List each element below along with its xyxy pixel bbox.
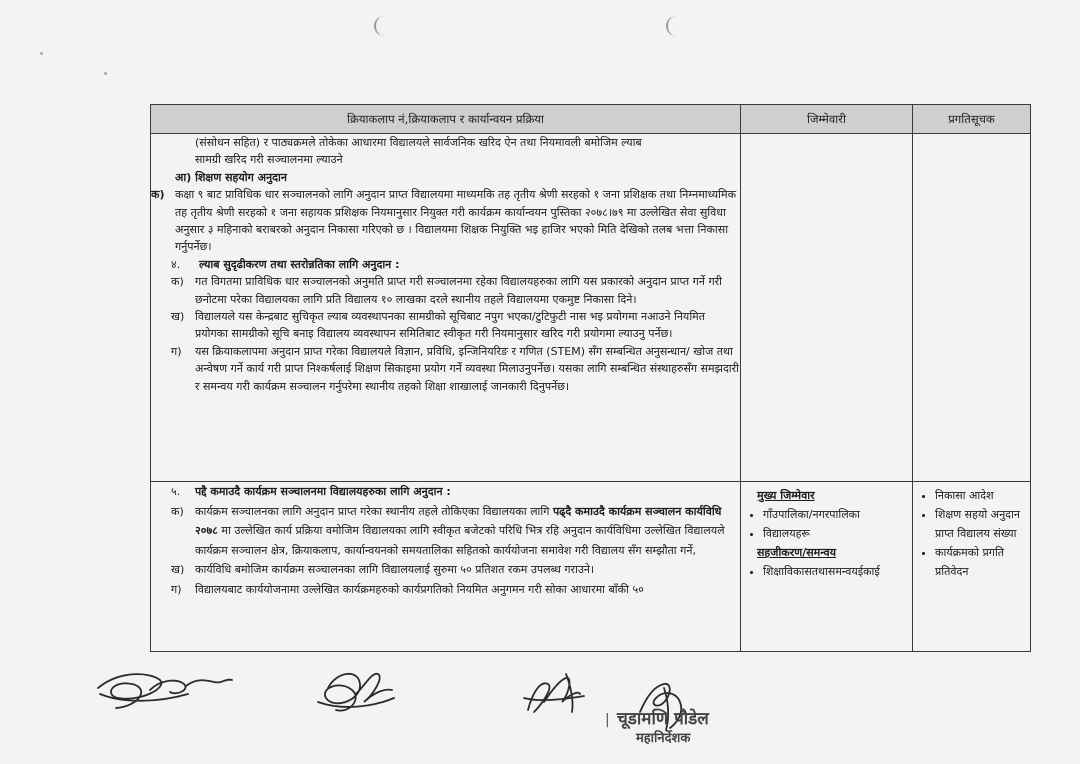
section-heading xyxy=(151,256,740,273)
signatures-area xyxy=(0,650,1080,764)
item-marker: क) xyxy=(171,275,184,289)
list-item xyxy=(151,502,740,561)
main-responsible-heading: मुख्य जिम्मेवार xyxy=(757,489,815,502)
coordination-list xyxy=(747,562,908,581)
signature-1 xyxy=(98,674,232,708)
punch-hole-mark xyxy=(666,16,682,36)
item-marker: ग) xyxy=(171,582,182,596)
activity-table xyxy=(150,104,1031,652)
section-heading xyxy=(151,482,740,502)
list-item: • शिक्षाविकासतथासमन्वयईकाई xyxy=(763,562,908,581)
speck xyxy=(104,72,107,75)
signature-3 xyxy=(524,674,584,712)
speck xyxy=(40,52,43,55)
list-item xyxy=(151,343,740,395)
responsibility-cell xyxy=(741,134,913,482)
text-line: (संसोधन सहित) र पाठ्यक्रमले तोकेका आधारमा विद्यालयले सार्वजनिक खरिद ऐन तथा नियमावली बमोजिम ल्याब xyxy=(195,136,642,149)
list-item: • कार्यक्रमको प्रगति प्रतिवेदन xyxy=(935,543,1024,581)
indicator-cell xyxy=(913,134,1031,482)
header-indicator: प्रगतिसूचक xyxy=(913,105,1031,134)
responsibility-cell xyxy=(741,482,913,652)
table-header-row xyxy=(151,105,1031,134)
list-item: • निकासा आदेश xyxy=(935,486,1024,505)
text-line: सामग्री खरिद गरी सञ्चालनमा ल्याउने xyxy=(195,153,343,167)
section-number: ५. xyxy=(171,485,181,498)
stamp-title: महानिर्देशक xyxy=(636,731,691,746)
item-marker: ग) xyxy=(171,344,182,358)
item-text: कक्षा ९ बाट प्राविधिक धार सञ्चालनको लागि अनुदान प्राप्त विद्यालयमा माध्यमकि तह तृतीय श्रेणी सरहको १ जना प्रशिक्षक तथा निम्नमाध्यमिक तह तृतीय श्रेणी सरहको १ जना सहायक प्रशिक्षक नियमानुसार नियुक्त गरी कार्यक्रम कार्यान्वयन पुस्तिका २०७८।७९ मा उल्लेखित सेवा सुविधा अनुसार ३ महिनाको बराबरको अनुदान निकासा गरिएको छ । विद्यालयमा शिक्षक नियुक्ति भइ हाजिर भएको मिति देखिको तलब भत्ता निकासा गर्नुपर्नेछ। xyxy=(175,188,737,254)
section-title: पद्दै कमाउदै कार्यक्रम सञ्चालनमा विद्यालयहरुका लागि अनुदान : xyxy=(195,485,451,498)
activity-cell xyxy=(151,482,741,652)
header-activity: क्रियाकलाप नं,क्रियाकलाप र कार्यान्वयन प्रक्रिया xyxy=(151,105,741,134)
item-marker: ख) xyxy=(171,310,185,324)
list-item xyxy=(151,186,740,256)
item-marker: ख) xyxy=(171,563,185,577)
responsible-list xyxy=(747,505,908,543)
stamp-name: चूडामणि पौडेल xyxy=(617,709,709,729)
item-text: विद्यालयबाट कार्ययोजनामा उल्लेखित कार्यक्रमहरुको कार्यप्रगतिको नियमित अनुगमन गरी सोका आधारमा बाँकी ५० xyxy=(195,582,644,596)
list-item xyxy=(151,308,740,343)
activity-cell xyxy=(151,134,741,482)
list-item: • गाँउपालिका/नगरपालिका xyxy=(763,505,908,524)
signature-2 xyxy=(318,674,394,711)
item-text: मा उल्लेखित कार्य प्रक्रिया वमोजिम विद्यालयका लागि स्वीकृत बजेटको परिधि भित्र रहि अनुदान कार्यविधिमा उल्लेखित विद्यालयले कार्यक्रम सञ्चालन क्षेत्र, क्रियाकलाप, कार्यान्वयनको समयतालिका सहितको कार्ययोजना समावेश गरी विद्यालय सँग सम्झौता गर्ने, xyxy=(195,524,725,557)
list-item xyxy=(151,273,740,308)
item-text-bold: पढ्दै कमाउदै कार्यक्रम सञ्चालन कार्यविधि २०७८ xyxy=(195,504,722,538)
subheading-teaching-support: आ) शिक्षण सहयोग अनुदान xyxy=(175,170,287,184)
coordination-heading: सहजीकरण/समन्वय xyxy=(757,546,837,559)
item-text: गत विगतमा प्राविधिक धार सञ्चालनको अनुमति प्राप्त गरी सञ्चालनमा रहेका विद्यालयहरुका लागि यस प्रकारको अनुदान प्राप्त गर्ने गरी छनोटमा परेका विद्यालयका लागि प्रति विद्यालय १० लाखका दरले स्थानीय तहले विद्यालयमा एकमुष्ट निकासा दिने। xyxy=(195,275,722,306)
item-marker: क) xyxy=(171,504,184,518)
list-item: • विद्यालयहरू xyxy=(763,524,908,543)
item-text: विद्यालयले यस केन्द्रबाट सुचिकृत ल्याब व्यवस्थापनका सामग्रीको सूचिबाट नपुग भएका/टुटिफुटी नास भइ प्रयोगमा नआउने नियमित प्रयोगका सामग्रीको सूचि बनाइ विद्यालय व्यवस्थापन समितिबाट स्वीकृत गरी नियमानुसार खरिद गरी प्रयोगमा ल्याउनु पर्नेछ। xyxy=(195,310,706,341)
stamp-divider: | xyxy=(605,712,610,728)
section-title: ल्याब सुदृढीकरण तथा स्तरोन्नतिका लागि अनुदान : xyxy=(199,257,400,271)
header-responsibility: जिम्मेवारी xyxy=(741,105,913,134)
list-item xyxy=(151,580,740,600)
indicator-cell xyxy=(913,482,1031,652)
item-text: कार्यक्रम सञ्चालनका लागि अनुदान प्राप्त गरेका स्थानीय तहले तोकिएका विद्यालयका लागि xyxy=(195,504,550,518)
list-item xyxy=(151,560,740,580)
punch-hole-mark xyxy=(374,16,390,36)
item-text: यस क्रियाकलापमा अनुदान प्राप्त गरेका विद्यालयले विज्ञान, प्रविधि, इन्जिनियरिङ र गणित (STEM) सँग सम्बन्धित अनुसन्धान/ खोज तथा अन्वेषण गर्ने कार्य गरी प्राप्त निश्कर्षलाई शिक्षण सिकाइमा प्रयोग गर्ने व्यवस्था मिलाउनुपर्नेछ। यसका लागि सम्बन्धित संस्थाहरुसँग समझदारी र समन्वय गरी कार्यक्रम सञ्चालन गर्नुपरेमा स्थानीय तहको शिक्षा शाखालाई जानकारी दिनुपर्नेछ। xyxy=(195,344,739,393)
list-item: • शिक्षण सहयो अनुदान प्राप्त विद्यालय संख्या xyxy=(935,505,1024,543)
table-row xyxy=(151,134,1031,482)
section-number: ४. xyxy=(171,257,181,271)
table-row xyxy=(151,482,1031,652)
item-text: कार्यविधि बमोजिम कार्यक्रम सञ्चालनका लागि विद्यालयलाई सुरुमा ५० प्रतिशत रकम उपलब्ध गराउने। xyxy=(195,563,595,577)
item-marker: क) xyxy=(151,188,165,202)
indicator-list xyxy=(919,486,1024,581)
